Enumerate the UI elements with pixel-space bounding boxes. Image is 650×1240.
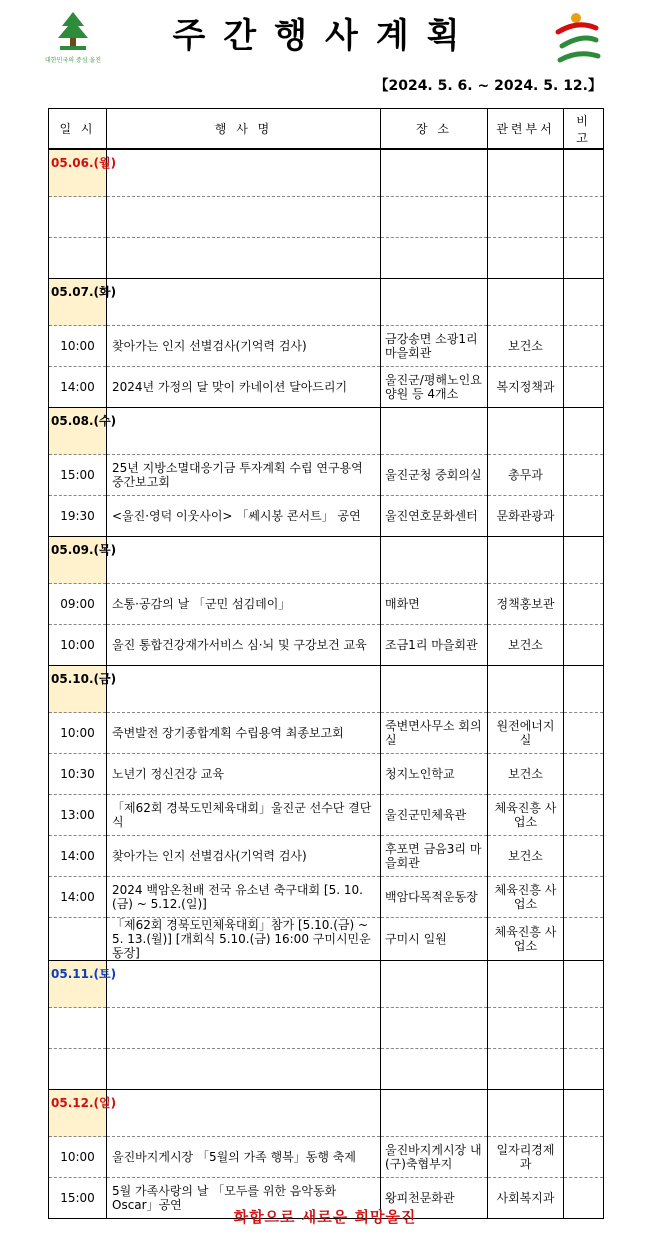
event-time: 10:00 [49,326,107,367]
table-row [49,918,604,961]
event-dept [488,197,564,238]
date-row [49,1090,604,1137]
event-time [49,1008,107,1049]
table-row [49,754,604,795]
event-note [564,367,604,408]
empty-cell [381,666,488,713]
table-row [49,455,604,496]
event-place: 죽변면사무소 회의실 [381,713,488,754]
empty-cell [381,1090,488,1137]
event-time: 14:00 [49,367,107,408]
date-row [49,149,604,197]
event-dept: 복지정책과 [488,367,564,408]
event-dept: 보건소 [488,836,564,877]
event-place: 구미시 일원 [381,918,488,961]
table-row [49,584,604,625]
empty-cell [107,537,381,584]
event-name: 소통·공감의 날 「군민 섬김데이」 [107,584,381,625]
event-place: 조금1리 마을회관 [381,625,488,666]
event-time: 09:00 [49,584,107,625]
event-place: 울진군/평해노인요양원 등 4개소 [381,367,488,408]
event-name [107,238,381,279]
event-place: 울진연호문화센터 [381,496,488,537]
event-name: 5월 가족사랑의 날 「모두를 위한 음악동화 Oscar」공연 [107,1178,381,1219]
event-note [564,238,604,279]
event-name [107,197,381,238]
empty-cell [107,279,381,326]
event-name: 울진 통합건강재가서비스 심·뇌 및 구강보건 교육 [107,625,381,666]
event-name: 2024년 가정의 달 맞이 카네이션 달아드리기 [107,367,381,408]
table-row [49,367,604,408]
date-cell: 05.06.(월) [49,149,107,197]
event-name: 찾아가는 인지 선별검사(기억력 검사) [107,836,381,877]
event-note [564,795,604,836]
empty-cell [488,537,564,584]
table-row [49,836,604,877]
empty-cell [381,961,488,1008]
empty-cell [107,408,381,455]
event-name: 25년 지방소멸대응기금 투자계획 수립 연구용역 중간보고회 [107,455,381,496]
date-row [49,961,604,1008]
event-place [381,238,488,279]
empty-cell [564,149,604,197]
event-dept [488,1049,564,1090]
empty-cell [488,408,564,455]
empty-cell [564,961,604,1008]
empty-cell [488,1090,564,1137]
date-cell: 05.11.(토) [49,961,107,1008]
event-place: 백암다목적운동장 [381,877,488,918]
event-place: 청지노인학교 [381,754,488,795]
event-name: <울진·영덕 이웃사이> 「쎄시봉 콘서트」 공연 [107,496,381,537]
event-dept: 보건소 [488,754,564,795]
event-place [381,1049,488,1090]
event-dept: 문화관광과 [488,496,564,537]
event-dept: 정책홍보관 [488,584,564,625]
empty-cell [381,279,488,326]
empty-cell [107,1090,381,1137]
event-note [564,625,604,666]
date-cell: 05.12.(일) [49,1090,107,1137]
event-time [49,238,107,279]
event-dept: 일자리경제과 [488,1137,564,1178]
event-note [564,918,604,961]
event-time: 14:00 [49,836,107,877]
event-note [564,1049,604,1090]
empty-cell [488,279,564,326]
date-row [49,408,604,455]
table-row [49,1008,604,1049]
empty-cell [381,149,488,197]
table-row [49,238,604,279]
event-time: 15:00 [49,455,107,496]
date-cell: 05.07.(화) [49,279,107,326]
event-name: 죽변발전 장기종합계획 수립용역 최종보고회 [107,713,381,754]
event-dept: 총무과 [488,455,564,496]
table-row [49,795,604,836]
empty-cell [488,666,564,713]
event-time: 10:00 [49,625,107,666]
table-row [49,197,604,238]
event-note [564,754,604,795]
event-name [107,1049,381,1090]
empty-cell [564,666,604,713]
date-cell: 05.10.(금) [49,666,107,713]
event-dept [488,238,564,279]
event-time: 13:00 [49,795,107,836]
event-time: 15:00 [49,1178,107,1219]
table-row [49,1049,604,1090]
empty-cell [488,149,564,197]
event-place [381,1008,488,1049]
event-place: 왕피천문화관 [381,1178,488,1219]
event-place: 매화면 [381,584,488,625]
event-dept: 보건소 [488,326,564,367]
event-note [564,1137,604,1178]
event-dept: 체육진흥 사업소 [488,795,564,836]
event-name: 「제62회 경북도민체육대회」참가 [5.10.(금) ~ 5. 13.(월)] [개회식 5.10.(금) 16:00 구미시민운동장] [107,918,381,961]
event-note [564,326,604,367]
event-time: 10:00 [49,1137,107,1178]
table-row [49,326,604,367]
date-cell: 05.08.(수) [49,408,107,455]
tree-icon [58,12,88,50]
empty-cell [488,961,564,1008]
event-note [564,1008,604,1049]
event-dept: 보건소 [488,625,564,666]
empty-cell [564,408,604,455]
table-row [49,713,604,754]
col-header-dept: 관련부서 [488,109,564,150]
event-dept: 사회복지과 [488,1178,564,1219]
event-time [49,197,107,238]
empty-cell [381,408,488,455]
svg-text:대한민국의 중심 울진: 대한민국의 중심 울진 [45,57,101,64]
event-place: 울진군청 중회의실 [381,455,488,496]
empty-cell [564,1090,604,1137]
date-cell: 05.09.(목) [49,537,107,584]
col-header-event: 행 사 명 [107,109,381,150]
event-note [564,197,604,238]
empty-cell [381,537,488,584]
event-note [564,877,604,918]
empty-cell [564,537,604,584]
date-row [49,279,604,326]
date-row [49,666,604,713]
event-note [564,713,604,754]
event-note [564,584,604,625]
empty-cell [107,666,381,713]
event-time: 10:30 [49,754,107,795]
emblem-icon [558,13,598,60]
event-place [381,197,488,238]
event-name: 「제62회 경북도민체육대회」울진군 선수단 결단식 [107,795,381,836]
col-header-place: 장 소 [381,109,488,150]
event-time [49,1049,107,1090]
event-time [49,918,107,961]
event-place: 울진바지게시장 내 (구)축협부지 [381,1137,488,1178]
col-header-datetime: 일 시 [49,109,107,150]
event-name [107,1008,381,1049]
event-place: 후포면 금음3리 마을회관 [381,836,488,877]
table-row [49,877,604,918]
event-time: 14:00 [49,877,107,918]
county-slogan-logo [45,10,101,68]
event-name: 2024 백암온천배 전국 유소년 축구대회 [5. 10.(금) ~ 5.12.(일)] [107,877,381,918]
county-emblem-logo [552,10,604,68]
page-title: 주간행사계획 [172,16,478,56]
table-row [49,496,604,537]
empty-cell [107,961,381,1008]
event-dept: 체육진흥 사업소 [488,918,564,961]
event-dept: 체육진흥 사업소 [488,877,564,918]
event-name: 노년기 정신건강 교육 [107,754,381,795]
table-row [49,1137,604,1178]
weekly-schedule-table [48,108,604,1219]
event-place: 금강송면 소광1리 마을회관 [381,326,488,367]
event-time: 10:00 [49,713,107,754]
event-place: 울진군민체육관 [381,795,488,836]
col-header-note: 비 고 [564,109,604,150]
event-note [564,836,604,877]
event-note [564,455,604,496]
table-row [49,625,604,666]
date-row [49,537,604,584]
event-name: 찾아가는 인지 선별검사(기억력 검사) [107,326,381,367]
empty-cell [564,279,604,326]
schedule-period: 【2024. 5. 6. ~ 2024. 5. 12.】 [374,78,602,94]
empty-cell [107,149,381,197]
event-dept [488,1008,564,1049]
event-time: 19:30 [49,496,107,537]
event-note [564,496,604,537]
event-name: 울진바지게시장 「5월의 가족 행복」동행 축제 [107,1137,381,1178]
footer-slogan: 화합으로 새로운 희망울진 [233,1208,417,1226]
event-dept: 원전에너지실 [488,713,564,754]
table-header-row [49,109,604,150]
